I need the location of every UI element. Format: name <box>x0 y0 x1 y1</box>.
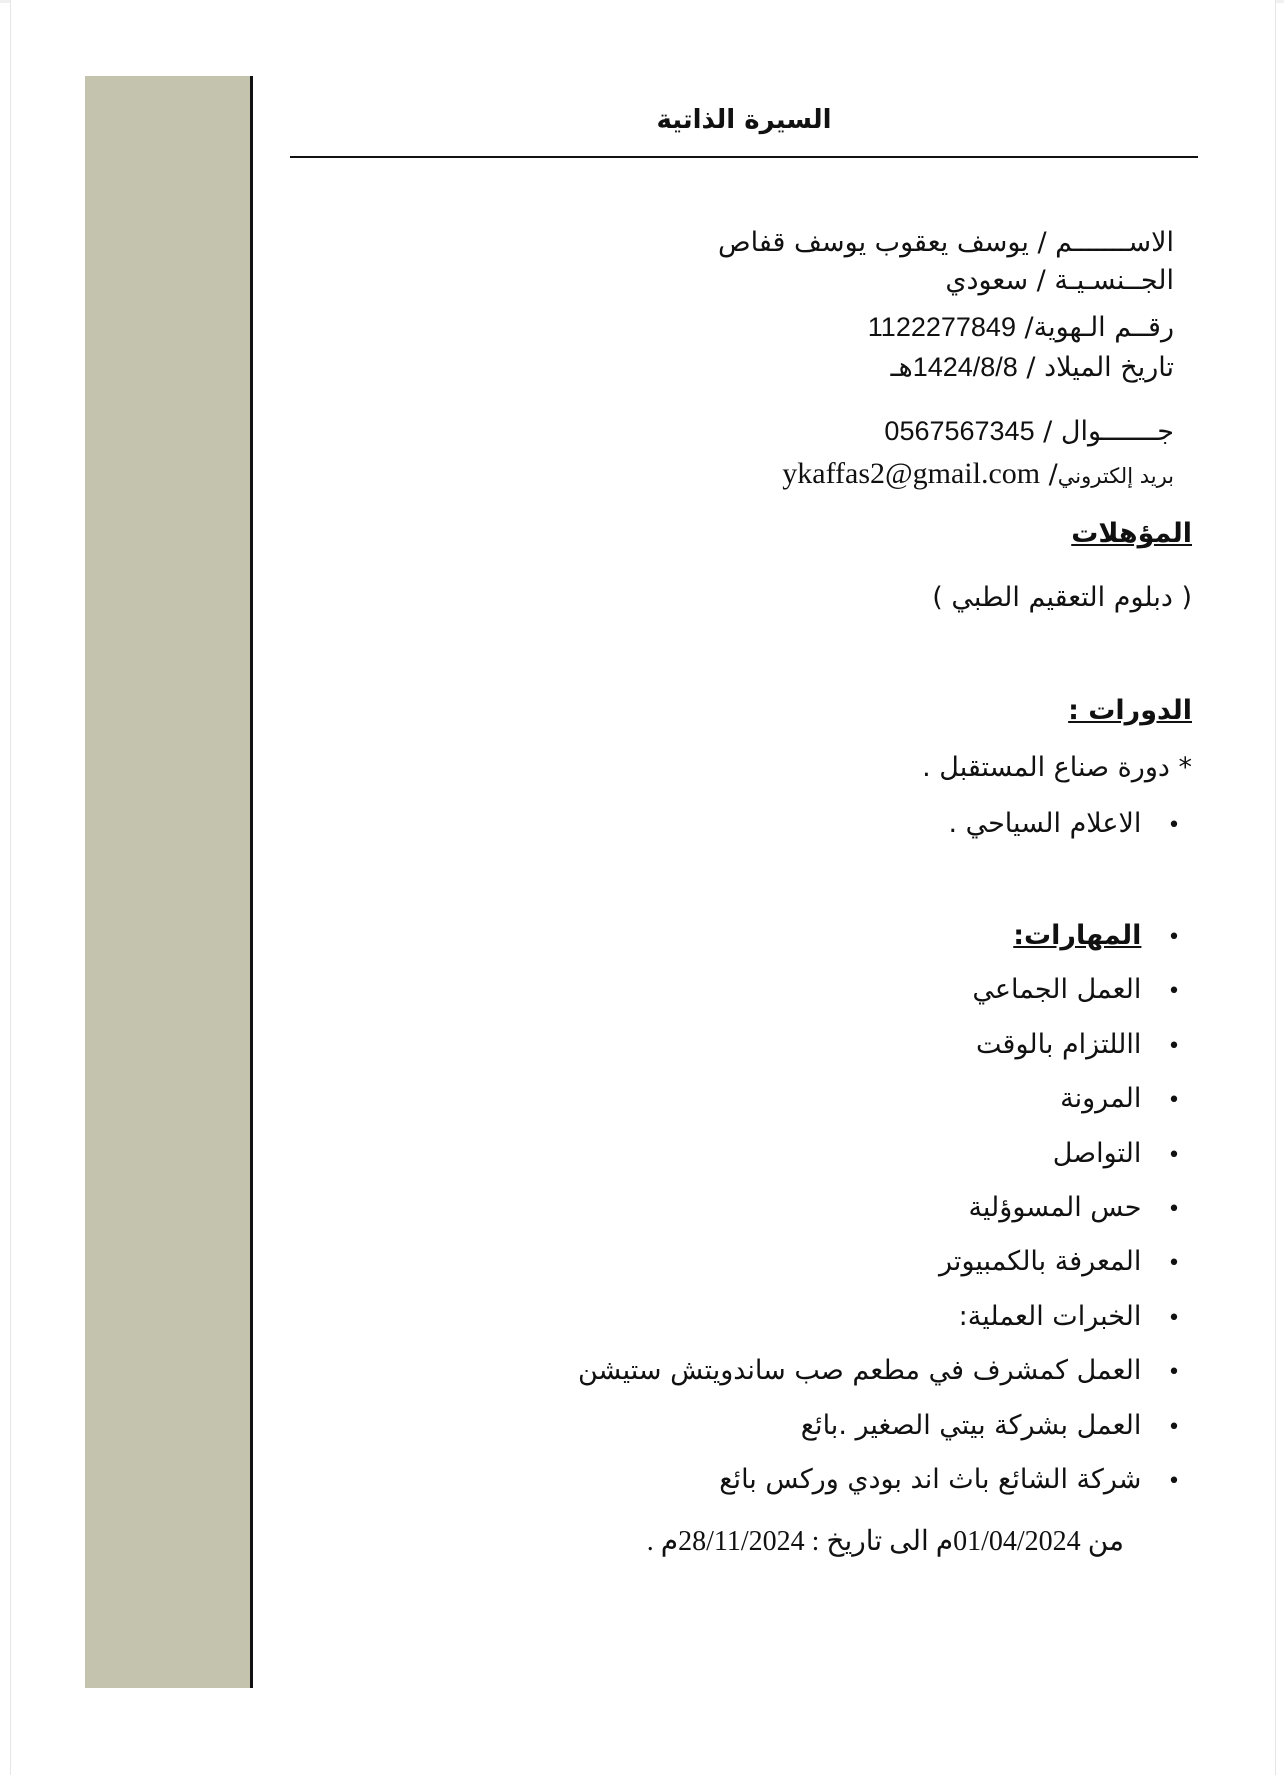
skill-item-text: العمل الجماعي <box>972 974 1142 1005</box>
experience-period: من 01/04/2024م الى تاريخ : 28/11/2024م . <box>646 1526 1124 1557</box>
mobile-row: جـــــــوال / 0567567345 <box>884 416 1174 447</box>
courses-heading-text: الدورات : <box>1068 695 1192 726</box>
nationality-row: الجــنسـيـة / سعودي <box>945 265 1174 296</box>
experience-item <box>801 1408 1192 1446</box>
skill-item <box>976 1027 1192 1065</box>
mobile-value: 0567567345 <box>884 416 1035 446</box>
skill-item-text: المعرفة بالكمبيوتر <box>939 1246 1142 1277</box>
skill-item-text: المرونة <box>1060 1083 1142 1114</box>
nationality-label: الجــنسـيـة <box>1054 265 1174 296</box>
title-divider <box>290 156 1198 158</box>
email-row: بريد إلكتروني/ ykaffas2@gmail.com <box>782 457 1174 490</box>
qualification-item: ( دبلوم التعقيم الطبي ) <box>932 582 1192 613</box>
dob-label: تاريخ الميلاد <box>1044 352 1174 383</box>
experience-item <box>719 1462 1192 1500</box>
mobile-label: جـــــــوال <box>1060 416 1174 447</box>
experience-heading-text: الخبرات العملية: <box>958 1301 1142 1332</box>
courses-heading <box>1068 693 1192 729</box>
name-label: الاســـــــم <box>1055 227 1174 258</box>
name-row: الاســـــــم / يوسف يعقوب يوسف قفاص <box>718 227 1174 258</box>
id-label: رقــم الـهوية <box>1033 312 1174 343</box>
skills-heading <box>1013 918 1192 956</box>
qualifications-heading-text: المؤهلات <box>1071 518 1192 549</box>
email-value: ykaffas2@gmail.com <box>782 457 1041 490</box>
email-label: بريد إلكتروني <box>1057 464 1174 488</box>
id-row: رقــم الـهوية/ 1122277849 <box>867 312 1174 343</box>
skill-item-text: التواصل <box>1052 1138 1142 1169</box>
course-item <box>948 806 1192 844</box>
sidebar-band <box>85 76 250 1688</box>
course-item-text: الاعلام السياحي . <box>948 808 1142 839</box>
experience-item <box>578 1353 1192 1391</box>
skill-item <box>972 972 1192 1010</box>
qualifications-heading <box>1071 516 1192 552</box>
nationality-value: سعودي <box>945 265 1029 296</box>
experience-item-text: شركة الشائع باث اند بودي وركس بائع <box>719 1464 1142 1495</box>
dob-row: تاريخ الميلاد / 1424/8/8هـ <box>890 352 1174 383</box>
skill-item <box>968 1190 1192 1228</box>
skill-item-text: االلتزام بالوقت <box>976 1029 1142 1060</box>
skill-item-text: حس المسوؤلية <box>968 1192 1142 1223</box>
document-title: السيرة الذاتية <box>656 105 832 135</box>
skill-item <box>1053 1136 1192 1174</box>
skills-heading-text: المهارات: <box>1013 920 1142 951</box>
course-item: * دورة صناع المستقبل . <box>922 752 1192 783</box>
experience-item-text: العمل بشركة بيتي الصغير .بائع <box>800 1410 1142 1441</box>
id-value: 1122277849 <box>867 312 1016 342</box>
name-value: يوسف يعقوب يوسف قفاص <box>718 227 1029 258</box>
experience-item-text: العمل كمشرف في مطعم صب ساندويتش ستيشن <box>577 1355 1142 1386</box>
sidebar-rule <box>250 76 253 1688</box>
skill-item <box>939 1244 1192 1282</box>
dob-value: 1424/8/8هـ <box>890 352 1018 382</box>
experience-heading <box>959 1299 1192 1337</box>
skill-item <box>1060 1081 1192 1119</box>
